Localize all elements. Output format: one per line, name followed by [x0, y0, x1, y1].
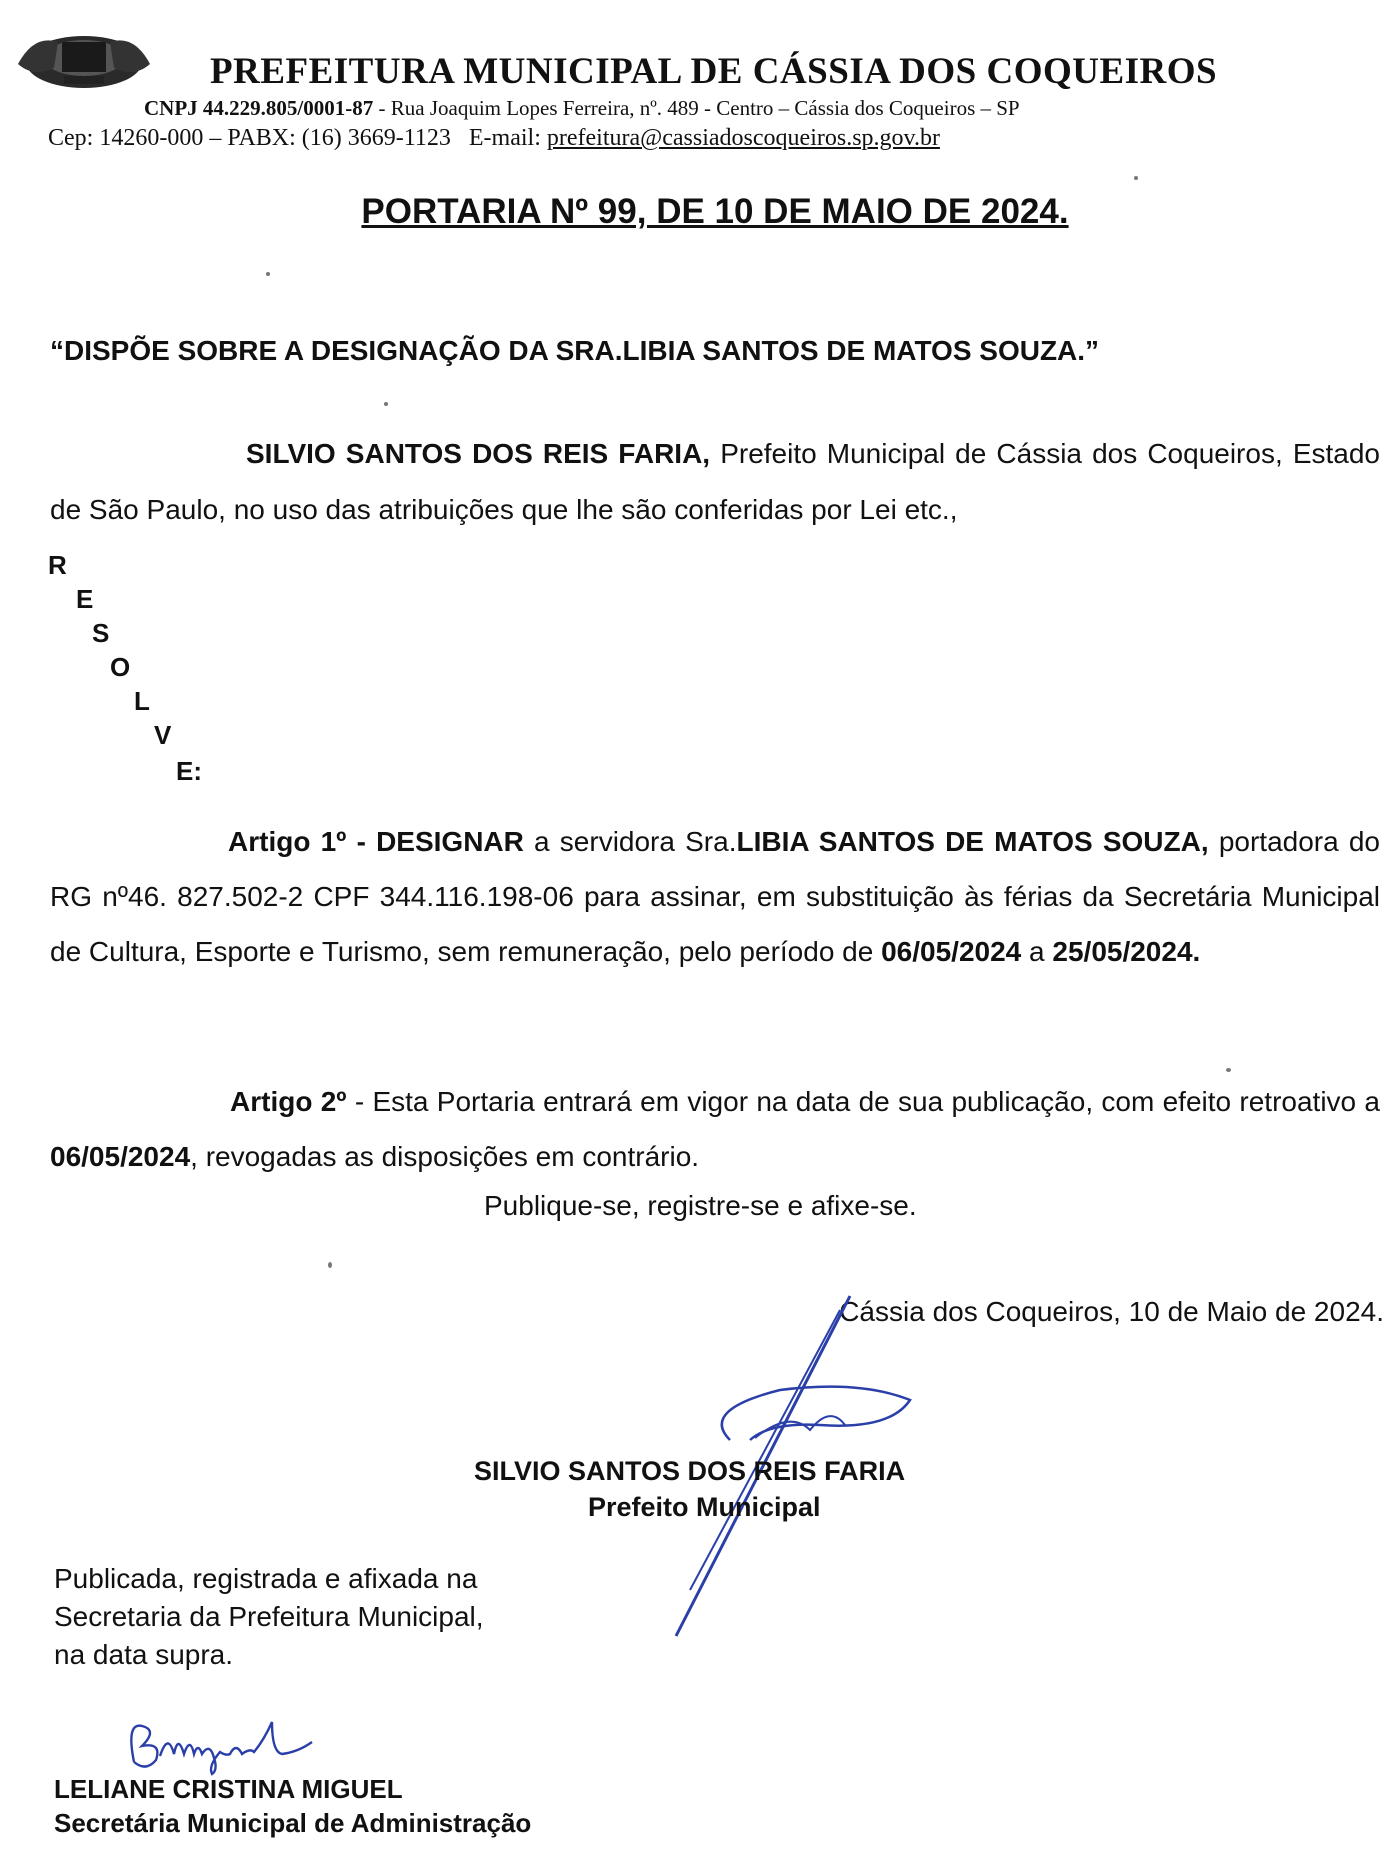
article-2-label: Artigo 2º: [230, 1086, 347, 1117]
mayor-name: SILVIO SANTOS DOS REIS FARIA: [474, 1456, 906, 1486]
publication-note-line-2: Secretaria da Prefeitura Municipal,: [54, 1601, 484, 1632]
resolve-letter-5: L: [134, 686, 150, 716]
scan-speck: [266, 272, 270, 276]
scan-speck: [1134, 176, 1138, 180]
header-address: - Rua Joaquim Lopes Ferreira, nº. 489 - Centro – Cássia dos Coqueiros – SP: [373, 96, 1020, 120]
article-1-text-a: a servidora Sra.: [523, 826, 737, 857]
resolve-letter-7: E:: [176, 756, 202, 786]
article-2-paragraph: [50, 1074, 1380, 1184]
article-1-start-date: 06/05/2024: [881, 936, 1022, 967]
intro-text: Prefeito Municipal de Cássia dos Coqueiros, Estado de São Paulo, no uso das atribuições que lhe são conferidas por Lei etc.,: [50, 438, 1381, 525]
header-cnpj: CNPJ 44.229.805/0001-87: [144, 96, 374, 120]
intro-mayor-name: SILVIO SANTOS DOS REIS FARIA,: [246, 438, 711, 469]
scan-speck: [1226, 1068, 1231, 1072]
article-1-person-name: LIBIA SANTOS DE MATOS SOUZA,: [736, 826, 1209, 857]
secretary-name: LELIANE CRISTINA MIGUEL: [54, 1774, 403, 1804]
header-cep-pabx: Cep: 14260-000 – PABX: (16) 3669-1123: [48, 125, 451, 151]
article-1-paragraph: [50, 814, 1380, 979]
scan-speck: [384, 402, 388, 406]
resolve-letter-1: R: [48, 550, 67, 580]
article-2-date: 06/05/2024: [50, 1141, 191, 1172]
publique-line: Publique-se, registre-se e afixe-se.: [484, 1190, 917, 1221]
header-title: PREFEITURA MUNICIPAL DE CÁSSIA DOS COQUEIROS: [210, 51, 1218, 92]
article-2-text-a: - Esta Portaria entrará em vigor na data de sua publicação, com efeito retroativo a: [346, 1086, 1380, 1117]
article-1-text-c: a: [1021, 936, 1053, 967]
header-contact-line: [48, 125, 940, 152]
scan-speck: [328, 1262, 332, 1268]
resolve-letter-6: V: [154, 720, 172, 750]
article-1-text-b: portadora do RG nº46. 827.502-2 CPF 344.116.198-06 para assinar, em substituição às férias da Secretária Municipal de Cultura, Esporte e Turismo, sem remuneração, pelo período de: [50, 826, 1380, 967]
portaria-subject: “DISPÕE SOBRE A DESIGNAÇÃO DA SRA.LIBIA SANTOS DE MATOS SOUZA.”: [50, 335, 1100, 366]
municipal-crest-logo: [14, 28, 162, 92]
publication-note: [54, 1560, 484, 1674]
intro-paragraph: [50, 426, 1380, 538]
secretary-handwritten-signature: [122, 1712, 322, 1782]
mayor-role: Prefeito Municipal: [588, 1492, 821, 1522]
portaria-title: PORTARIA Nº 99, DE 10 DE MAIO DE 2024.: [361, 192, 1069, 231]
article-1-label: Artigo 1º - DESIGNAR: [228, 826, 524, 857]
header-address-line: [144, 96, 1020, 121]
publication-note-line-3: na data supra.: [54, 1639, 234, 1670]
resolve-letter-2: E: [76, 584, 94, 614]
secretary-role: Secretária Municipal de Administração: [54, 1808, 532, 1838]
resolve-letter-3: S: [92, 618, 110, 648]
resolve-letter-4: O: [110, 652, 131, 682]
article-1-end-date: 25/05/2024.: [1052, 936, 1201, 967]
publication-note-line-1: Publicada, registrada e afixada na: [54, 1563, 478, 1594]
header-email-link[interactable]: prefeitura@cassiadoscoqueiros.sp.gov.br: [546, 125, 940, 151]
place-date: Cássia dos Coqueiros, 10 de Maio de 2024.: [839, 1296, 1384, 1327]
article-2-text-b: , revogadas as disposições em contrário.: [190, 1141, 700, 1172]
header-email-label: E-mail:: [468, 125, 547, 151]
